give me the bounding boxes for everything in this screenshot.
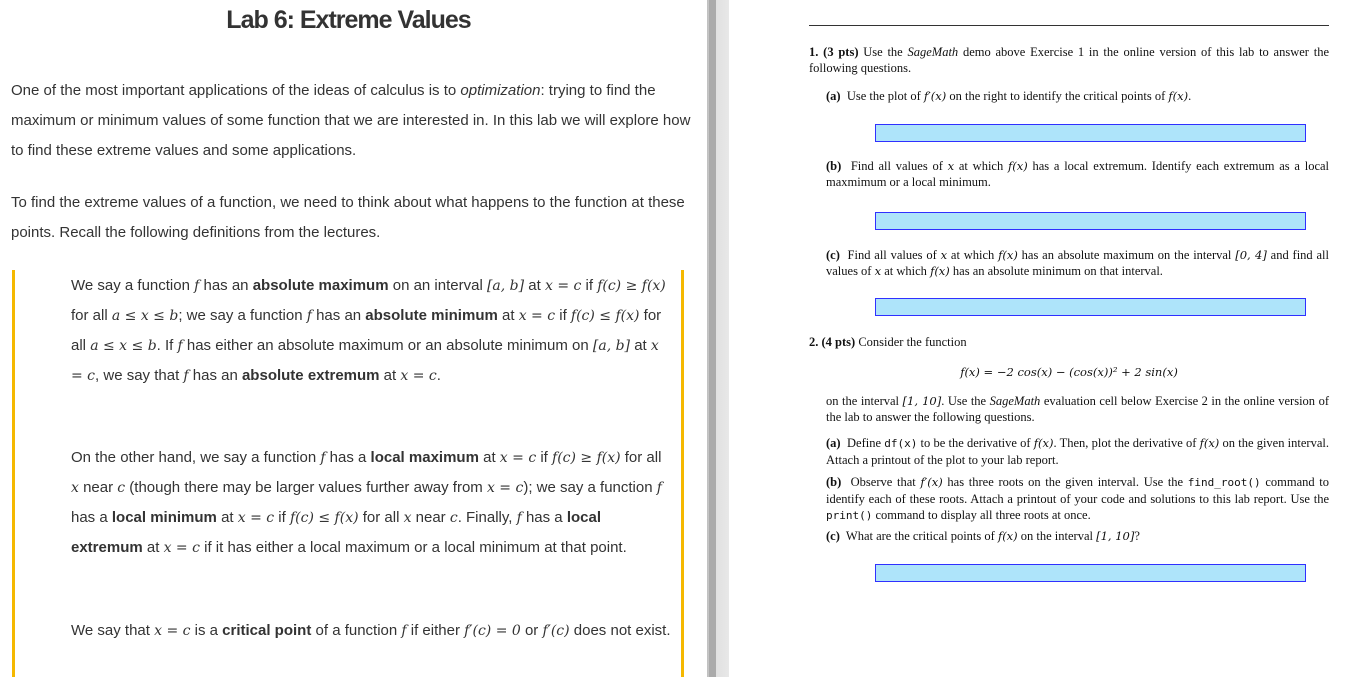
pdf-document-pane[interactable]: [729, 0, 1353, 677]
answer-field-1b[interactable]: [875, 212, 1306, 230]
pane-splitter[interactable]: [707, 0, 729, 677]
question-1: 1. (3 pts) Use the SageMath demo above Exercise 1 in the online version of this lab to answer the following questions.: [809, 45, 1330, 75]
question-2: 2. (4 pts) Consider the function: [809, 335, 967, 349]
question-1a: (a) Use the plot of f′(x) on the right to identify the critical points of f(x).: [826, 89, 1192, 103]
answer-field-1a[interactable]: [875, 124, 1306, 142]
definitions-callout: [12, 270, 684, 677]
critical-point-definition: We say that x = c is a critical point of a function f if either f′(c) = 0 or f′(c) does not exist.: [71, 622, 671, 639]
question-2c: (c) What are the critical points of f(x) on the interval [1, 10]?: [826, 529, 1140, 543]
function-formula: f(x) = −2 cos(x) − (cos(x))² + 2 sin(x): [960, 365, 1178, 379]
question-2-intro: on the interval [1, 10]. Use the SageMath evaluation cell below Exercise 2 in the online version of the lab to answer the following questions.: [826, 394, 1329, 424]
optimization-term: optimization: [460, 82, 541, 99]
local-extremum-definition: On the other hand, we say a function f has a local maximum at x = c if f(c) ≥ f(x) for all x near c (though there may be larger values further away from x = c); we say a function f has a local minimum at x = c if f(c) ≤ f(x) for all x near c. Finally, f has a local extremum at x = c if it has either a local maximum or a local minimum at that point.: [71, 449, 662, 556]
definitions-intro-paragraph: To find the extreme values of a function, we need to think about what happens to the function at these points. Recall the following definitions from the lectures.: [11, 194, 685, 241]
page-title: Lab 6: Extreme Values: [226, 6, 471, 34]
intro-paragraph: One of the most important applications of the ideas of calculus is to optimization: trying to find the maximum or minimum values of some function that we are interested in. In this lab we will explore how to find these extreme values and some applications.: [11, 82, 691, 159]
question-2b: (b) Observe that f′(x) has three roots on the given interval. Use the find_root() command to identify each of these roots. Attach a printout of your code and solutions to this lab report. Use the print() command to display all three roots at once.: [826, 475, 1330, 522]
absolute-extremum-definition: We say a function f has an absolute maximum on an interval [a, b] at x = c if f(c) ≥ f(x) for all a ≤ x ≤ b; we say a function f has an absolute minimum at x = c if f(c) ≤ f(x) for all a ≤ x ≤ b. If f has either an absolute maximum or an absolute minimum on [a, b] at x = c, we say that f has an absolute extremum at x = c.: [71, 277, 666, 384]
question-1c: (c) Find all values of x at which f(x) has an absolute maximum on the interval [0, 4] and find all values of x at which f(x) has an absolute minimum on that interval.: [826, 248, 1329, 278]
question-1b: (b) Find all values of x at which f(x) has a local extremum. Identify each extremum as a local maxmimum or a local minimum.: [826, 159, 1330, 189]
question-2a: (a) Define df(x) to be the derivative of f(x). Then, plot the derivative of f(x) on the given interval. Attach a printout of the plot to your lab report.: [826, 436, 1329, 467]
answer-field-1c[interactable]: [875, 298, 1306, 316]
top-rule: [809, 25, 1329, 26]
answer-field-2c[interactable]: [875, 564, 1306, 582]
